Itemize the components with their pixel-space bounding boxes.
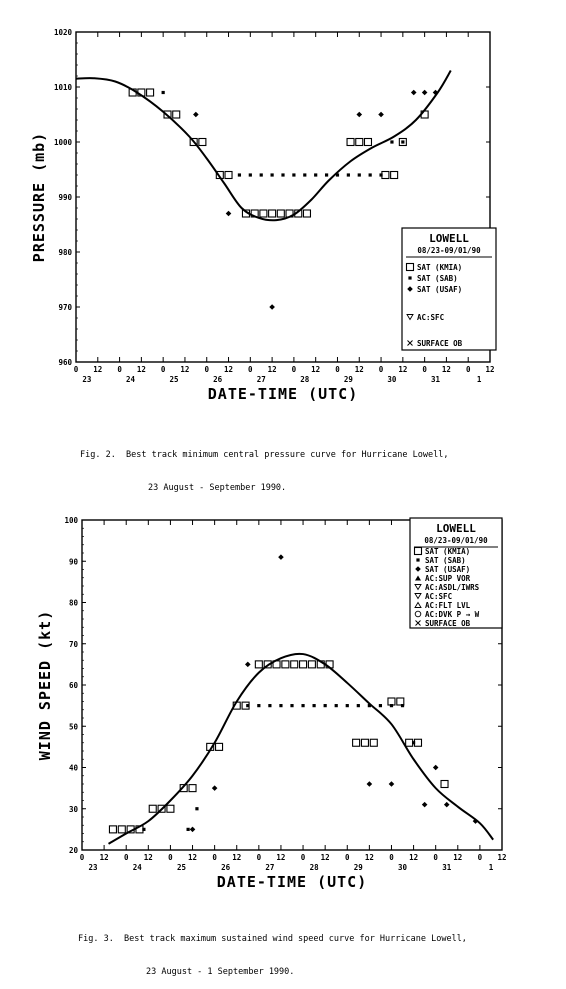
pressure-x-hour-label: 12: [311, 365, 321, 374]
wind-point-dot: [301, 704, 304, 707]
wind-point-dot: [290, 704, 293, 707]
wind-point-dot: [142, 828, 145, 831]
wind-x-hour-label: 12: [320, 853, 330, 862]
wind-x-day-label: 28: [309, 863, 319, 872]
pressure-y-tick-label: 970: [58, 303, 72, 312]
pressure-legend-label: SAT (USAF): [417, 285, 463, 294]
wind-point-dot: [279, 704, 282, 707]
wind-x-hour-label: 12: [364, 853, 374, 862]
wind-x-hour-label: 0: [123, 853, 129, 862]
wind-point-dot: [401, 704, 404, 707]
wind-point-dot: [357, 704, 360, 707]
wind-point-diamond: [212, 785, 218, 791]
wind-x-axis-title: DATE-TIME (UTC): [216, 873, 368, 891]
wind-legend-label: SAT (KMIA): [425, 547, 471, 556]
wind-point-square: [361, 739, 368, 746]
pressure-x-day-label: 29: [343, 375, 353, 384]
wind-point-square: [282, 661, 289, 668]
wind-x-hour-label: 0: [389, 853, 394, 862]
wind-point-dot: [195, 807, 198, 810]
wind-y-tick-label: 60: [68, 681, 78, 690]
wind-y-tick-label: 50: [68, 722, 78, 732]
pressure-x-hour-label: 0: [422, 365, 427, 374]
pressure-x-hour-label: 12: [93, 365, 103, 374]
pressure-x-hour-label: 0: [378, 365, 384, 374]
wind-x-hour-label: 12: [497, 853, 507, 862]
wind-x-day-label: 24: [132, 863, 142, 872]
pressure-x-day-label: 24: [125, 375, 135, 384]
wind-point-square: [118, 826, 125, 833]
wind-point-square: [406, 739, 413, 746]
wind-point-dot: [412, 741, 415, 744]
fig3-caption-line1: Fig. 3. Best track maximum sustained wind speed curve for Hurricane Lowell,: [78, 934, 467, 944]
pressure-x-day-label: 30: [387, 375, 397, 384]
wind-y-tick-label: 40: [68, 763, 78, 773]
wind-point-square: [353, 739, 360, 746]
pressure-legend-label: SAT (SAB): [417, 274, 458, 283]
pressure-x-day-label: 1: [476, 375, 482, 384]
fig3-caption-line2: 23 August - 1 September 1990.: [146, 967, 295, 977]
wind-legend-label: AC:FLT LVL: [425, 601, 471, 610]
wind-point-square: [149, 805, 156, 812]
wind-point-dot: [390, 704, 393, 707]
wind-y-tick-label: 100: [64, 516, 78, 525]
pressure-x-hour-label: 12: [267, 365, 277, 374]
wind-x-day-label: 23: [88, 863, 98, 872]
wind-point-square: [300, 661, 307, 668]
wind-point-square: [291, 661, 298, 668]
pressure-legend-label: SURFACE OB: [417, 339, 463, 348]
wind-y-tick-label: 20: [68, 846, 78, 855]
wind-legend-label: SAT (SAB): [425, 556, 466, 565]
wind-point-diamond: [190, 827, 196, 833]
wind-legend-title: LOWELL: [436, 522, 476, 535]
wind-point-diamond: [367, 781, 373, 787]
pressure-x-day-label: 23: [82, 375, 92, 384]
pressure-y-axis-title: PRESSURE (mb): [30, 131, 48, 263]
pressure-x-hour-label: 12: [441, 365, 451, 374]
wind-point-square: [441, 781, 448, 788]
wind-x-hour-label: 12: [99, 853, 109, 862]
pressure-y-tick-label: 990: [58, 193, 72, 202]
wind-point-dot: [335, 704, 338, 707]
wind-legend-label: AC:SUP VOR: [425, 574, 471, 583]
wind-x-hour-label: 0: [477, 853, 483, 862]
wind-legend-label: AC:DVK P → W: [425, 610, 480, 619]
wind-legend-label: SAT (USAF): [425, 565, 471, 574]
pressure-y-tick-label: 960: [58, 358, 72, 367]
wind-x-hour-label: 12: [409, 853, 419, 862]
wind-x-hour-label: 12: [453, 853, 463, 862]
pressure-y-tick-label: 1020: [53, 28, 72, 37]
wind-x-hour-label: 0: [256, 853, 262, 862]
pressure-x-day-label: 27: [256, 375, 266, 384]
wind-best-track-line: [109, 654, 494, 844]
pressure-x-hour-label: 0: [248, 365, 253, 374]
wind-x-hour-label: 12: [143, 853, 153, 862]
pressure-x-day-label: 31: [431, 375, 441, 384]
wind-point-square: [388, 698, 395, 705]
wind-point-diamond: [433, 765, 439, 771]
wind-point-diamond: [444, 802, 450, 808]
pressure-x-hour-label: 0: [465, 365, 471, 374]
wind-point-dot: [313, 704, 316, 707]
wind-point-diamond: [278, 554, 284, 560]
wind-legend-label: AC:SFC: [425, 592, 453, 601]
wind-x-day-label: 1: [488, 863, 494, 872]
wind-point-dot: [346, 704, 349, 707]
wind-x-day-label: 26: [221, 863, 231, 872]
wind-point-diamond: [389, 781, 395, 787]
wind-y-tick-label: 70: [68, 639, 78, 649]
wind-point-square: [415, 739, 422, 746]
wind-y-tick-label: 90: [68, 557, 78, 567]
pressure-x-day-label: 25: [169, 375, 179, 384]
wind-point-dot: [187, 828, 190, 831]
wind-x-day-label: 29: [353, 863, 363, 872]
wind-x-hour-label: 0: [433, 853, 438, 862]
wind-y-axis-title: WIND SPEED (kt): [36, 609, 54, 761]
wind-x-day-label: 27: [265, 863, 275, 872]
wind-x-hour-label: 12: [232, 853, 242, 862]
wind-point-dot: [246, 704, 249, 707]
wind-legend-subtitle: 08/23-09/01/90: [424, 536, 488, 545]
pressure-x-hour-label: 0: [204, 365, 209, 374]
wind-point-square: [167, 805, 174, 812]
pressure-x-hour-label: 0: [73, 365, 79, 374]
fig2-caption-line2: 23 August - September 1990.: [148, 483, 287, 493]
pressure-x-hour-label: 0: [117, 365, 122, 374]
wind-point-square: [308, 661, 315, 668]
wind-legend-label: AC:ASDL/IWRS: [425, 583, 480, 592]
wind-x-hour-label: 0: [212, 853, 217, 862]
wind-point-square: [189, 785, 196, 792]
wind-y-tick-label: 80: [68, 598, 78, 608]
pressure-x-hour-label: 12: [180, 365, 190, 374]
wind-point-square: [397, 698, 404, 705]
pressure-x-hour-label: 12: [485, 365, 495, 374]
wind-point-square: [255, 661, 262, 668]
wind-point-dot: [268, 704, 271, 707]
wind-x-hour-label: 0: [300, 853, 306, 862]
wind-legend-symbol-dot: [416, 558, 419, 561]
wind-x-day-label: 30: [398, 863, 408, 872]
wind-point-diamond: [422, 802, 428, 808]
pressure-legend-subtitle: 08/23-09/01/90: [417, 246, 481, 255]
wind-x-day-label: 25: [176, 863, 186, 872]
pressure-x-hour-label: 12: [224, 365, 234, 374]
pressure-x-hour-label: 0: [335, 365, 340, 374]
wind-point-square: [216, 743, 223, 750]
wind-legend-label: SURFACE OB: [425, 619, 471, 628]
fig3-caption: [78, 912, 467, 989]
pressure-x-hour-label: 12: [398, 365, 408, 374]
wind-point-square: [370, 739, 377, 746]
pressure-x-day-label: 28: [300, 375, 310, 384]
pressure-y-tick-label: 1010: [53, 83, 72, 92]
pressure-legend-title: LOWELL: [429, 232, 469, 245]
wind-point-diamond: [245, 662, 251, 668]
wind-x-hour-label: 0: [79, 853, 85, 862]
wind-x-hour-label: 0: [345, 853, 350, 862]
pressure-x-hour-label: 0: [291, 365, 297, 374]
pressure-x-hour-label: 12: [354, 365, 364, 374]
pressure-x-hour-label: 12: [136, 365, 146, 374]
pressure-x-hour-label: 0: [160, 365, 166, 374]
wind-x-hour-label: 12: [188, 853, 198, 862]
fig2-caption-line1: Fig. 2. Best track minimum central pressure curve for Hurricane Lowell,: [80, 450, 449, 460]
pressure-x-day-label: 26: [213, 375, 223, 384]
pressure-x-axis-title: DATE-TIME (UTC): [207, 385, 359, 403]
wind-point-dot: [324, 704, 327, 707]
wind-y-tick-label: 30: [68, 804, 78, 814]
wind-point-square: [109, 826, 116, 833]
pressure-legend-label: SAT (KMIA): [417, 263, 463, 272]
fig2-caption: [80, 428, 448, 505]
pressure-legend-label: AC:SFC: [417, 313, 445, 322]
pressure-y-tick-label: 980: [58, 248, 72, 257]
wind-point-dot: [257, 704, 260, 707]
wind-x-day-label: 31: [442, 863, 452, 872]
pressure-y-tick-label: 1000: [53, 138, 72, 147]
wind-x-hour-label: 0: [168, 853, 173, 862]
wind-x-hour-label: 12: [276, 853, 286, 862]
wind-point-dot: [379, 704, 382, 707]
